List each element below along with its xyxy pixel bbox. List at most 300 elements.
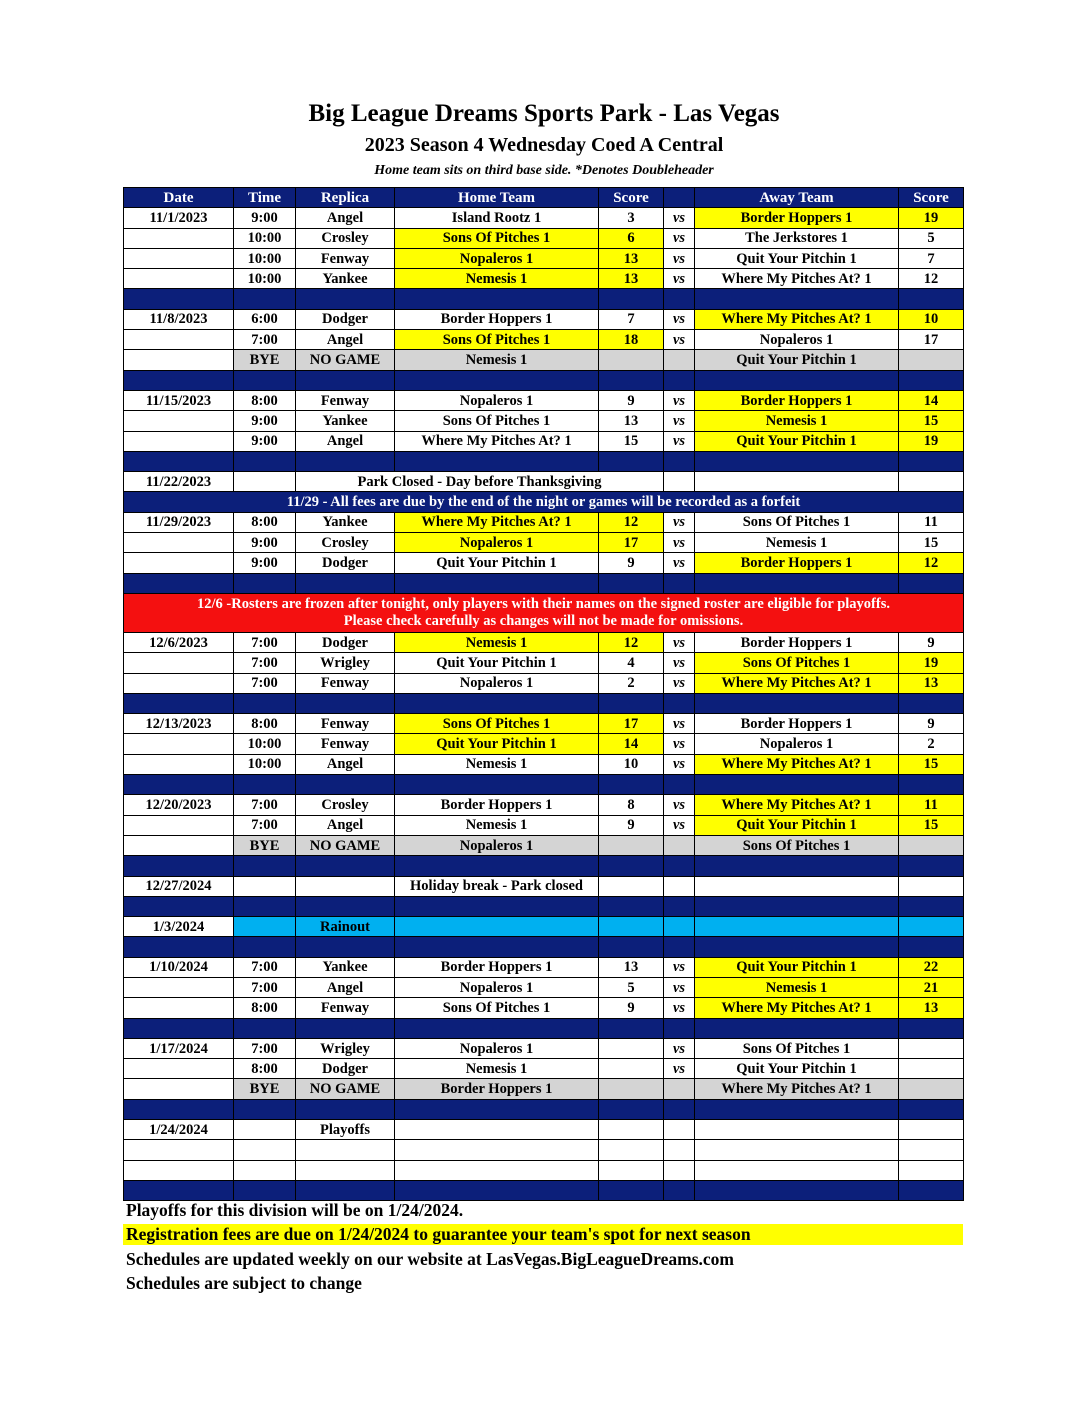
separator-cell [124, 573, 234, 593]
away-team-cell: Border Hoppers 1 [695, 390, 899, 410]
game-row [124, 411, 964, 431]
separator-row [124, 896, 964, 916]
separator-cell [234, 289, 296, 309]
game-row [124, 309, 964, 329]
time-cell: 9:00 [234, 553, 296, 573]
rainout-text: Rainout [296, 917, 395, 937]
away-team-cell: Where My Pitches At? 1 [695, 754, 899, 774]
separator-cell [899, 693, 964, 713]
time-cell: 7:00 [234, 653, 296, 673]
away-score-cell: 2 [899, 734, 964, 754]
date-cell [124, 248, 234, 268]
separator-cell [234, 451, 296, 471]
field-cell: NO GAME [296, 350, 395, 370]
separator-cell [395, 573, 599, 593]
field-cell [296, 876, 395, 896]
separator-cell [395, 775, 599, 795]
home-team-cell: Nemesis 1 [395, 269, 599, 289]
separator-cell [395, 1099, 599, 1119]
away-team-cell: Where My Pitches At? 1 [695, 795, 899, 815]
bye-row [124, 1079, 964, 1099]
vs-cell: vs [664, 977, 695, 997]
separator-cell [664, 1018, 695, 1038]
separator-cell [234, 775, 296, 795]
separator-cell [296, 289, 395, 309]
vs-cell: vs [664, 208, 695, 228]
game-row [124, 533, 964, 553]
date-cell: 1/17/2024 [124, 1038, 234, 1058]
field-cell: Crosley [296, 533, 395, 553]
away-score-cell [899, 472, 964, 492]
separator-cell [695, 856, 899, 876]
separator-cell [296, 896, 395, 916]
separator-cell [296, 1099, 395, 1119]
home-score-cell [599, 876, 664, 896]
home-score-cell: 13 [599, 957, 664, 977]
game-row [124, 512, 964, 532]
away-score-cell: 19 [899, 653, 964, 673]
date-cell [124, 1160, 234, 1180]
separator-cell [695, 370, 899, 390]
field-cell: Yankee [296, 269, 395, 289]
home-team-cell [395, 1120, 599, 1140]
away-score-cell: 13 [899, 998, 964, 1018]
away-team-cell: Quit Your Pitchin 1 [695, 815, 899, 835]
time-cell [234, 1160, 296, 1180]
separator-cell [695, 693, 899, 713]
separator-cell [234, 1180, 296, 1200]
away-score-cell [899, 1160, 964, 1180]
vs-cell: vs [664, 512, 695, 532]
separator-cell [599, 937, 664, 957]
away-team-cell: Where My Pitches At? 1 [695, 998, 899, 1018]
away-score-cell: 21 [899, 977, 964, 997]
footer-playoffs-note: Playoffs for this division will be on 1/24/2024. [126, 1200, 464, 1220]
home-team-cell: Nemesis 1 [395, 815, 599, 835]
home-score-cell [599, 1120, 664, 1140]
time-cell: 8:00 [234, 512, 296, 532]
field-cell: Angel [296, 815, 395, 835]
schedule-body [124, 208, 964, 1201]
vs-cell: vs [664, 411, 695, 431]
vs-cell: vs [664, 754, 695, 774]
separator-cell [395, 370, 599, 390]
separator-cell [695, 1018, 899, 1038]
rainout-cell [599, 917, 664, 937]
field-cell: Fenway [296, 248, 395, 268]
rainout-cell [899, 917, 964, 937]
separator-cell [296, 573, 395, 593]
field-cell: Fenway [296, 390, 395, 410]
vs-cell [664, 835, 695, 855]
time-cell: BYE [234, 1079, 296, 1099]
vs-cell: vs [664, 714, 695, 734]
away-team-cell: Quit Your Pitchin 1 [695, 431, 899, 451]
separator-cell [234, 693, 296, 713]
away-team-cell: Nopaleros 1 [695, 330, 899, 350]
home-team-cell: Island Rootz 1 [395, 208, 599, 228]
date-cell: 11/15/2023 [124, 390, 234, 410]
field-cell: Yankee [296, 957, 395, 977]
separator-cell [599, 370, 664, 390]
col-header-time: Time [234, 188, 296, 208]
home-team-cell: Where My Pitches At? 1 [395, 512, 599, 532]
date-cell [124, 228, 234, 248]
rainout-cell [664, 917, 695, 937]
game-row [124, 1140, 964, 1160]
separator-row [124, 693, 964, 713]
time-cell [234, 917, 296, 937]
home-score-cell: 17 [599, 714, 664, 734]
time-cell [234, 472, 296, 492]
game-row [124, 1059, 964, 1079]
separator-cell [124, 856, 234, 876]
time-cell [234, 1120, 296, 1140]
bye-row [124, 835, 964, 855]
vs-cell: vs [664, 998, 695, 1018]
away-score-cell [899, 1038, 964, 1058]
time-cell: 9:00 [234, 411, 296, 431]
away-score-cell: 5 [899, 228, 964, 248]
away-score-cell: 17 [899, 330, 964, 350]
home-team-cell: Nopaleros 1 [395, 248, 599, 268]
separator-row [124, 1180, 964, 1200]
home-team-cell: Nopaleros 1 [395, 390, 599, 410]
separator-cell [599, 775, 664, 795]
date-cell [124, 673, 234, 693]
home-team-cell: Border Hoppers 1 [395, 309, 599, 329]
away-team-cell: Sons Of Pitches 1 [695, 512, 899, 532]
home-team-cell: Sons Of Pitches 1 [395, 411, 599, 431]
time-cell: BYE [234, 350, 296, 370]
home-score-cell: 18 [599, 330, 664, 350]
home-score-cell: 8 [599, 795, 664, 815]
home-team-cell: Nemesis 1 [395, 754, 599, 774]
vs-cell: vs [664, 673, 695, 693]
home-team-cell: Where My Pitches At? 1 [395, 431, 599, 451]
away-score-cell: 15 [899, 754, 964, 774]
time-cell: 9:00 [234, 208, 296, 228]
home-score-cell: 10 [599, 754, 664, 774]
away-team-cell: Quit Your Pitchin 1 [695, 248, 899, 268]
date-cell [124, 998, 234, 1018]
home-score-cell: 9 [599, 815, 664, 835]
separator-cell [899, 775, 964, 795]
home-score-cell [599, 1079, 664, 1099]
separator-cell [234, 856, 296, 876]
vs-cell: vs [664, 330, 695, 350]
home-team-cell: Nopaleros 1 [395, 835, 599, 855]
separator-cell [599, 1180, 664, 1200]
away-team-cell: Border Hoppers 1 [695, 553, 899, 573]
date-cell [124, 734, 234, 754]
game-row [124, 754, 964, 774]
away-score-cell [899, 1079, 964, 1099]
away-team-cell: Where My Pitches At? 1 [695, 309, 899, 329]
separator-cell [664, 289, 695, 309]
separator-cell [599, 1099, 664, 1119]
game-row [124, 632, 964, 652]
separator-cell [899, 289, 964, 309]
separator-cell [296, 1180, 395, 1200]
separator-row [124, 937, 964, 957]
game-row [124, 714, 964, 734]
away-team-cell: Nemesis 1 [695, 533, 899, 553]
col-header-away-team: Away Team [695, 188, 899, 208]
date-cell: 11/29/2023 [124, 512, 234, 532]
home-team-cell: Nopaleros 1 [395, 977, 599, 997]
time-cell: 7:00 [234, 673, 296, 693]
vs-cell: vs [664, 1038, 695, 1058]
vs-cell [664, 472, 695, 492]
vs-cell: vs [664, 431, 695, 451]
separator-cell [296, 1018, 395, 1038]
home-team-cell [395, 1160, 599, 1180]
footer-registration-note: Registration fees are due on 1/24/2024 to guarantee your team's spot for next season [123, 1224, 963, 1245]
holiday-row [124, 876, 964, 896]
date-cell [124, 1140, 234, 1160]
away-score-cell: 9 [899, 632, 964, 652]
game-row [124, 795, 964, 815]
game-row [124, 1160, 964, 1180]
separator-cell [899, 370, 964, 390]
col-header-vs [664, 188, 695, 208]
away-team-cell [695, 876, 899, 896]
date-cell [124, 553, 234, 573]
date-cell: 1/10/2024 [124, 957, 234, 977]
home-team-cell: Nopaleros 1 [395, 533, 599, 553]
field-cell [296, 1160, 395, 1180]
home-score-cell: 13 [599, 411, 664, 431]
separator-cell [296, 937, 395, 957]
time-cell [234, 1140, 296, 1160]
away-score-cell: 15 [899, 411, 964, 431]
field-cell: Fenway [296, 673, 395, 693]
separator-cell [234, 896, 296, 916]
col-header-home-score: Score [599, 188, 664, 208]
time-cell: 10:00 [234, 734, 296, 754]
separator-cell [296, 856, 395, 876]
away-score-cell [899, 876, 964, 896]
separator-cell [124, 451, 234, 471]
separator-cell [124, 1180, 234, 1200]
date-cell: 12/20/2023 [124, 795, 234, 815]
separator-cell [296, 693, 395, 713]
game-row [124, 734, 964, 754]
field-cell: NO GAME [296, 835, 395, 855]
vs-cell: vs [664, 309, 695, 329]
home-team-cell [395, 1140, 599, 1160]
away-score-cell: 15 [899, 815, 964, 835]
separator-cell [899, 451, 964, 471]
separator-cell [234, 937, 296, 957]
separator-cell [599, 573, 664, 593]
home-score-cell [599, 1059, 664, 1079]
separator-cell [599, 451, 664, 471]
vs-cell: vs [664, 795, 695, 815]
away-team-cell [695, 1140, 899, 1160]
home-score-cell: 5 [599, 977, 664, 997]
notice-text: 11/29 - All fees are due by the end of the night or games will be recorded as a forfeit [124, 492, 964, 512]
separator-cell [296, 775, 395, 795]
date-cell: 12/13/2023 [124, 714, 234, 734]
time-cell: BYE [234, 835, 296, 855]
away-score-cell [899, 350, 964, 370]
vs-cell: vs [664, 632, 695, 652]
separator-cell [664, 1180, 695, 1200]
separator-cell [124, 289, 234, 309]
field-cell: Wrigley [296, 1038, 395, 1058]
away-score-cell: 11 [899, 795, 964, 815]
field-cell: NO GAME [296, 1079, 395, 1099]
home-score-cell: 9 [599, 553, 664, 573]
vs-cell: vs [664, 269, 695, 289]
home-team-cell: Border Hoppers 1 [395, 1079, 599, 1099]
field-cell: Angel [296, 977, 395, 997]
separator-cell [695, 573, 899, 593]
field-cell: Dodger [296, 309, 395, 329]
vs-cell: vs [664, 1059, 695, 1079]
home-team-cell: Nemesis 1 [395, 1059, 599, 1079]
separator-cell [664, 1099, 695, 1119]
game-row [124, 248, 964, 268]
separator-row [124, 573, 964, 593]
field-cell: Wrigley [296, 653, 395, 673]
game-row [124, 269, 964, 289]
time-cell: 9:00 [234, 431, 296, 451]
date-cell: 11/22/2023 [124, 472, 234, 492]
away-score-cell: 19 [899, 431, 964, 451]
alert-cell [124, 593, 964, 632]
home-score-cell [599, 1038, 664, 1058]
away-score-cell: 11 [899, 512, 964, 532]
separator-cell [899, 937, 964, 957]
alert-line-1: 12/6 -Rosters are frozen after tonight, only players with their names on the signed roster are eligible for playoffs. [197, 595, 890, 612]
separator-cell [899, 1180, 964, 1200]
game-row [124, 1120, 964, 1140]
away-score-cell: 7 [899, 248, 964, 268]
rainout-cell [395, 917, 599, 937]
away-score-cell [899, 1059, 964, 1079]
date-cell [124, 977, 234, 997]
field-cell: Angel [296, 431, 395, 451]
separator-cell [664, 573, 695, 593]
separator-cell [664, 693, 695, 713]
time-cell: 7:00 [234, 330, 296, 350]
field-cell: Dodger [296, 553, 395, 573]
game-row [124, 228, 964, 248]
home-score-cell [599, 1140, 664, 1160]
vs-cell: vs [664, 390, 695, 410]
field-cell: Playoffs [296, 1120, 395, 1140]
separator-cell [124, 1018, 234, 1038]
time-cell: 8:00 [234, 1059, 296, 1079]
vs-cell: vs [664, 533, 695, 553]
game-row [124, 431, 964, 451]
separator-cell [395, 289, 599, 309]
field-cell: Angel [296, 330, 395, 350]
home-score-cell: 12 [599, 512, 664, 532]
home-score-cell [599, 350, 664, 370]
field-cell: Crosley [296, 795, 395, 815]
date-cell: 1/3/2024 [124, 917, 234, 937]
page-subtitle: 2023 Season 4 Wednesday Coed A Central [364, 134, 724, 156]
game-row [124, 957, 964, 977]
away-team-cell: Border Hoppers 1 [695, 208, 899, 228]
closed-text: Park Closed - Day before Thanksgiving [296, 472, 664, 492]
time-cell: 9:00 [234, 533, 296, 553]
game-row [124, 653, 964, 673]
separator-cell [899, 896, 964, 916]
away-team-cell: Where My Pitches At? 1 [695, 673, 899, 693]
separator-cell [395, 937, 599, 957]
vs-cell: vs [664, 815, 695, 835]
separator-cell [899, 573, 964, 593]
date-cell [124, 411, 234, 431]
field-cell: Dodger [296, 1059, 395, 1079]
home-score-cell: 12 [599, 632, 664, 652]
date-cell: 12/6/2023 [124, 632, 234, 652]
away-team-cell [695, 1160, 899, 1180]
away-score-cell [899, 1140, 964, 1160]
home-score-cell: 6 [599, 228, 664, 248]
separator-cell [695, 775, 899, 795]
game-row [124, 1038, 964, 1058]
date-cell [124, 330, 234, 350]
separator-cell [695, 289, 899, 309]
separator-cell [599, 289, 664, 309]
bye-row [124, 350, 964, 370]
separator-row [124, 1018, 964, 1038]
separator-cell [124, 370, 234, 390]
away-team-cell: Quit Your Pitchin 1 [695, 1059, 899, 1079]
game-row [124, 815, 964, 835]
col-header-away-score: Score [899, 188, 964, 208]
game-row [124, 553, 964, 573]
away-team-cell: Border Hoppers 1 [695, 632, 899, 652]
away-score-cell: 19 [899, 208, 964, 228]
date-cell [124, 815, 234, 835]
away-team-cell: Nemesis 1 [695, 411, 899, 431]
separator-cell [395, 1018, 599, 1038]
vs-cell: vs [664, 248, 695, 268]
col-header-replica: Replica [296, 188, 395, 208]
home-score-cell [599, 835, 664, 855]
date-cell: 11/8/2023 [124, 309, 234, 329]
away-team-cell: Where My Pitches At? 1 [695, 1079, 899, 1099]
time-cell: 7:00 [234, 957, 296, 977]
date-cell [124, 1079, 234, 1099]
game-row [124, 330, 964, 350]
time-cell: 8:00 [234, 714, 296, 734]
home-score-cell: 2 [599, 673, 664, 693]
game-row [124, 390, 964, 410]
home-score-cell: 9 [599, 390, 664, 410]
separator-cell [124, 693, 234, 713]
table-header-row [124, 188, 964, 208]
home-team-cell: Border Hoppers 1 [395, 795, 599, 815]
rainout-row [124, 917, 964, 937]
separator-row [124, 451, 964, 471]
vs-cell [664, 1160, 695, 1180]
time-cell: 10:00 [234, 228, 296, 248]
time-cell: 6:00 [234, 309, 296, 329]
field-cell [296, 1140, 395, 1160]
separator-cell [234, 1099, 296, 1119]
separator-cell [695, 896, 899, 916]
home-team-cell: Quit Your Pitchin 1 [395, 653, 599, 673]
notice-row [124, 492, 964, 512]
